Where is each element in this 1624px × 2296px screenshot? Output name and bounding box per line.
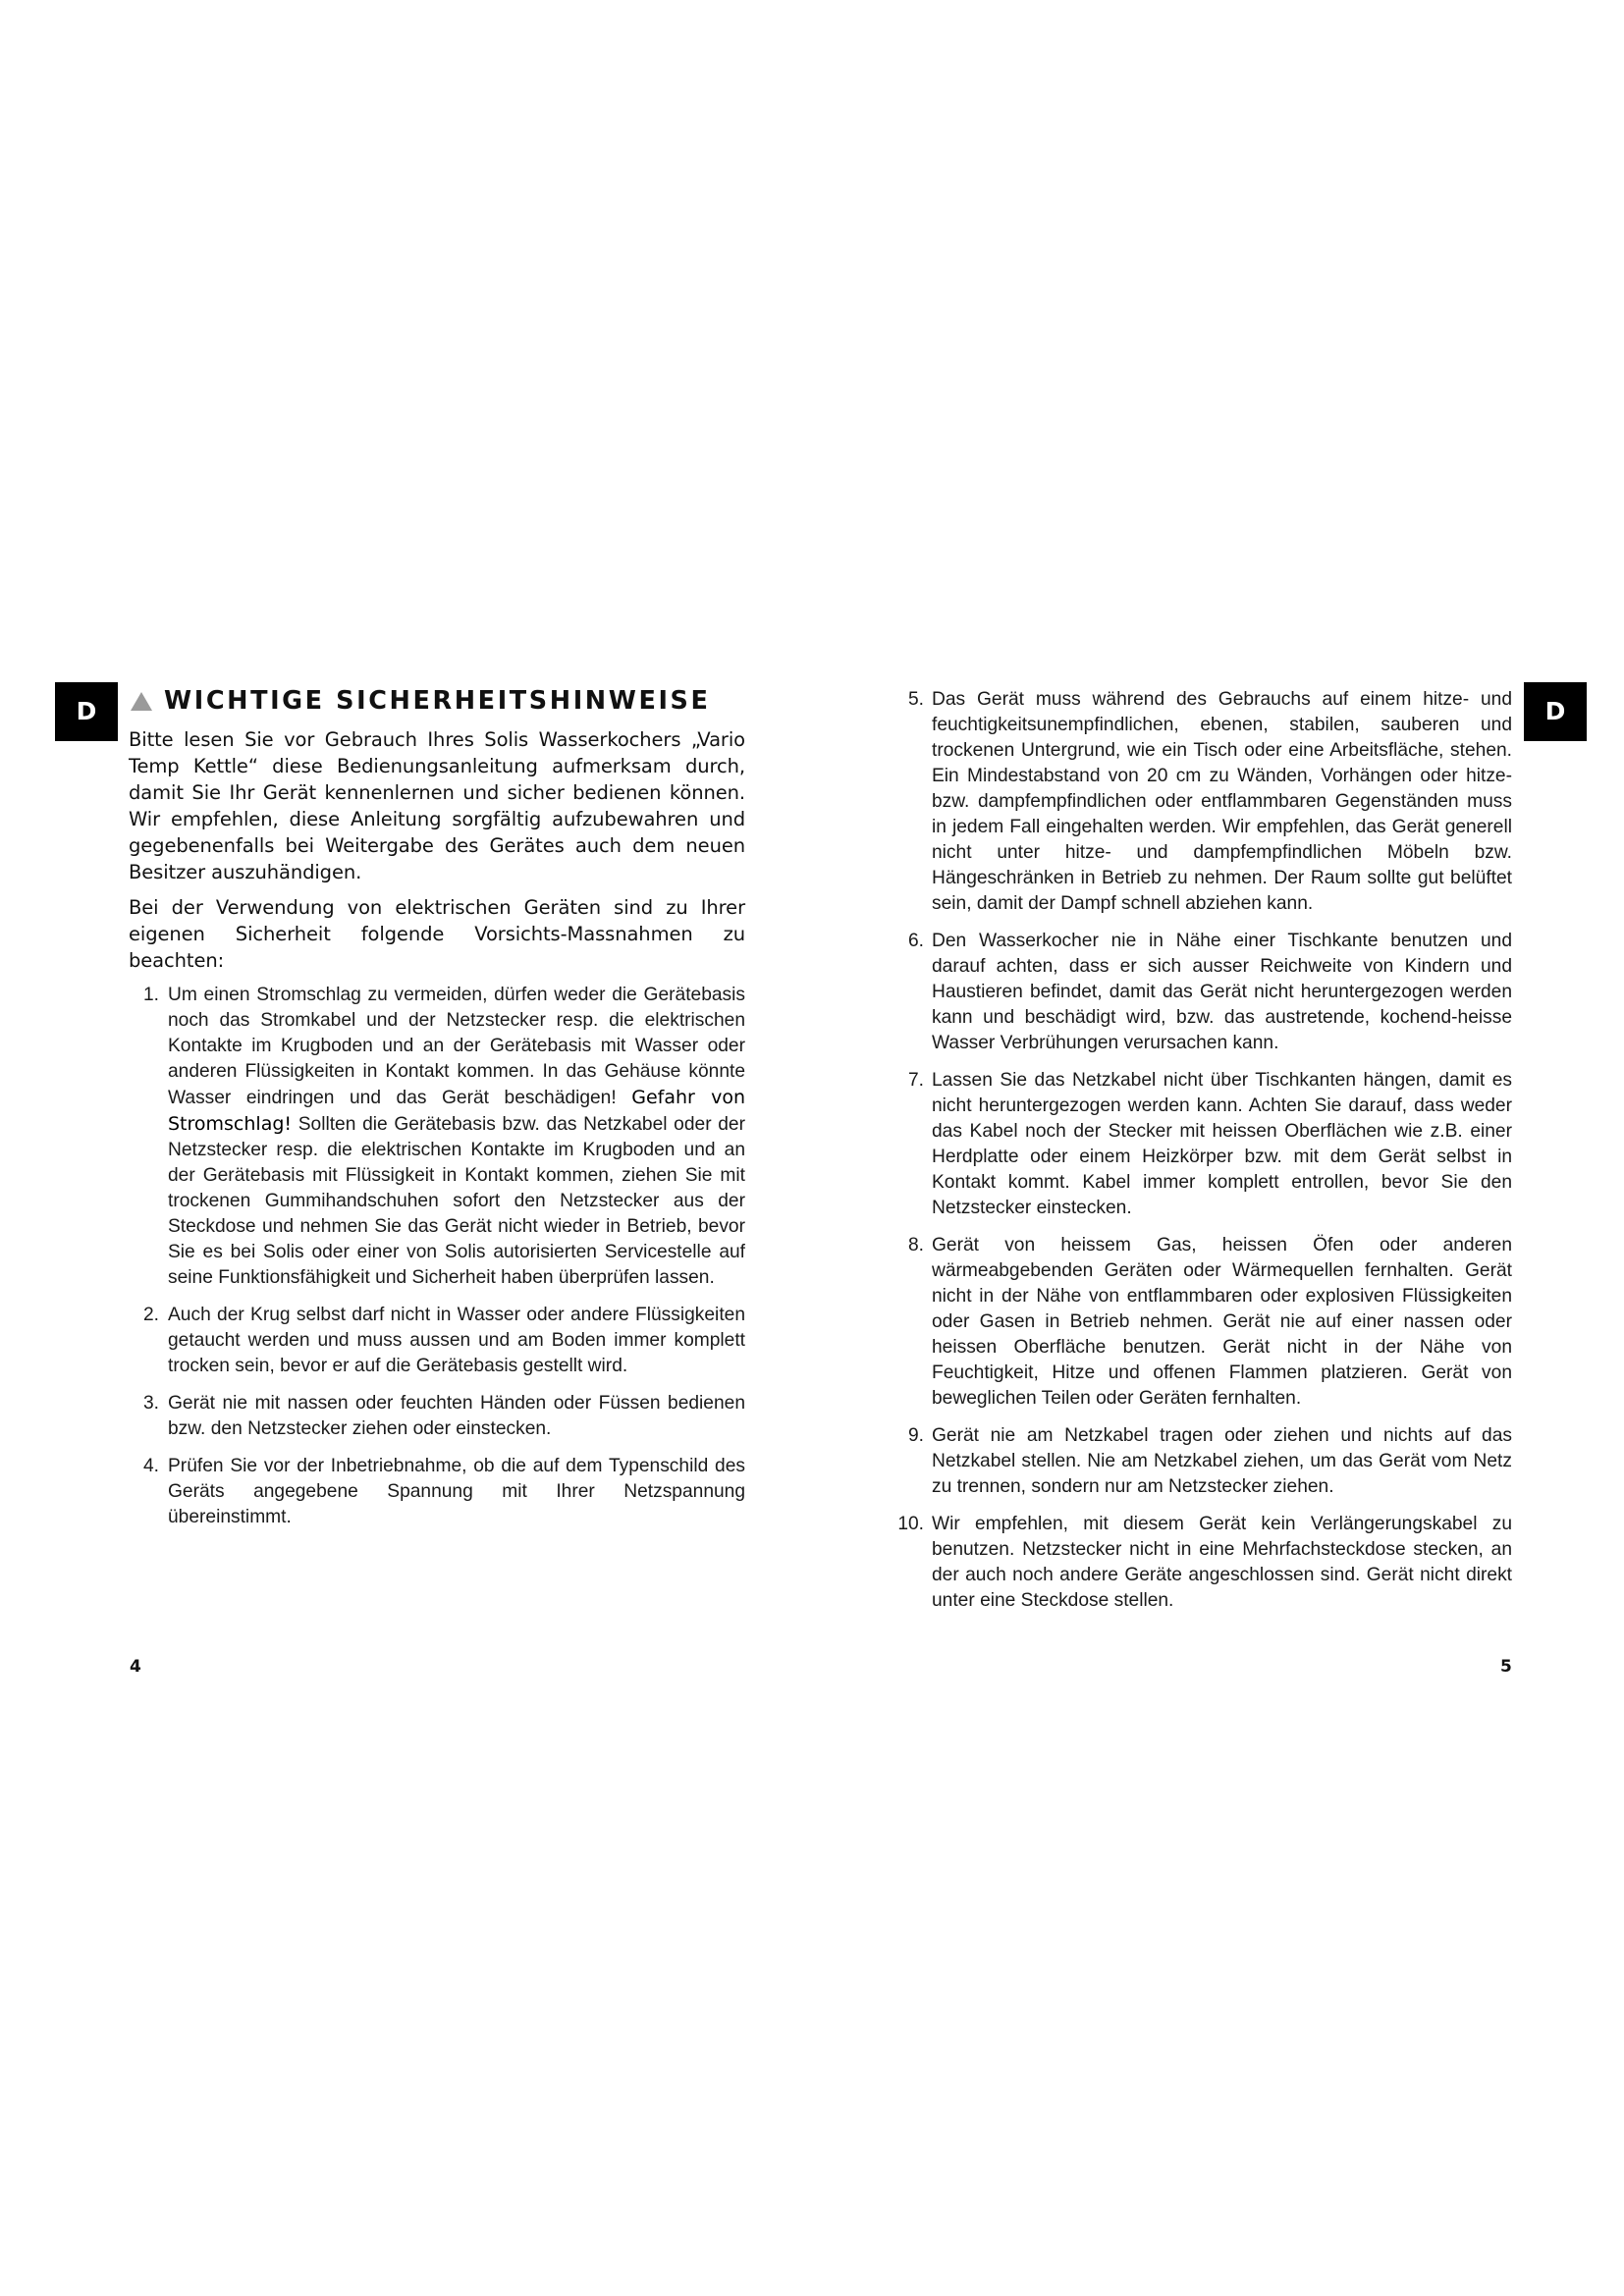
danger-emphasis: Gefahr von Stromschlag! xyxy=(168,1087,745,1135)
list-item-text: Gerät von heissem Gas, heissen Öfen oder anderen wärmeabgebenden Geräten oder Wärmequellen fernhalten. Gerät nicht in der Nähe von entflammbaren oder explosiven Flüssigkeiten oder Gasen in Betrieb nehmen. Gerät nie auf einer nassen oder heissen Oberfläche benutzen. Gerät nicht in der Nähe von Feuchtigkeit, Hitze und offenen Flammen platzieren. Gerät von beweglichen Teilen oder Geräten fernhalten. xyxy=(932,1235,1512,1409)
list-item-number: 4. xyxy=(142,1456,159,1476)
section-heading xyxy=(129,684,745,718)
list-item xyxy=(895,929,1512,1056)
page-number-left: 4 xyxy=(130,1657,141,1677)
list-item-text: Auch der Krug selbst darf nicht in Wasser oder andere Flüssigkeiten getaucht werden und muss aussen und am Boden immer komplett trocken sein, bevor er auf die Gerätebasis gestellt wird. xyxy=(168,1305,745,1376)
list-item xyxy=(129,1391,745,1442)
section-heading-text: WICHTIGE SICHERHEITSHINWEISE xyxy=(164,686,711,716)
list-item-text: Prüfen Sie vor der Inbetriebnahme, ob die auf dem Typenschild des Geräts angegebene Spannung mit Ihrer Netzspannung übereinstimmt. xyxy=(168,1456,745,1527)
warning-triangle-icon xyxy=(131,692,152,711)
list-item-number: 10. xyxy=(897,1514,924,1534)
list-item-number: 8. xyxy=(907,1235,924,1255)
list-item-number: 7. xyxy=(907,1070,924,1091)
list-item-number: 5. xyxy=(907,689,924,710)
right-page xyxy=(895,687,1512,1626)
list-item-number: 3. xyxy=(142,1393,159,1414)
list-item-text: Das Gerät muss während des Gebrauchs auf einem hitze- und feuchtigkeitsunempfindlichen, ebenen, stabilen, sauberen und trockenen Untergrund, wie ein Tisch oder eine Arbeitsfläche, stehen. Ein Mindestabstand von 20 cm zu Wänden, Vorhängen oder hitze- bzw. dampfempfindlichen oder entflammbaren Gegenständen muss in jedem Fall eingehalten werden. Wir empfehlen, das Gerät generell nicht unter hitze- und dampfempfindlichen Möbeln bzw. Hängeschränken in Betrieb zu nehmen. Der Raum sollte gut belüftet sein, damit der Dampf schnell abziehen kann. xyxy=(932,689,1512,914)
intro-paragraph-1: Bitte lesen Sie vor Gebrauch Ihres Solis Wasserkochers „Vario Temp Kettle“ diese Bedienungsanleitung aufmerksam durch, damit Sie Ihr Gerät kennenlernen und sicher bedienen können. Wir empfehlen, diese Anleitung sorgfältig aufzubewahren und gegebenenfalls bei Weitergabe des Gerätes auch dem neuen Besitzer auszuhändigen. xyxy=(129,728,745,883)
list-item-text: Gerät nie mit nassen oder feuchten Händen oder Füssen bedienen bzw. den Netzstecker ziehen oder einstecken. xyxy=(168,1393,745,1439)
list-item-text-before: Um einen Stromschlag zu vermeiden, dürfen weder die Gerätebasis noch das Stromkabel und der Netzstecker resp. die elektrischen Kontakte im Krugboden und an der Gerätebasis mit Wasser oder anderen Flüssigkeiten in Kontakt kommen. In das Gehäuse könnte Wasser eindringen und das Gerät beschädigen! xyxy=(168,985,745,1108)
list-item-number: 2. xyxy=(142,1305,159,1325)
language-tab-right: D xyxy=(1524,682,1587,741)
list-item xyxy=(895,687,1512,917)
language-tab-left: D xyxy=(55,682,118,741)
list-item-text: Wir empfehlen, mit diesem Gerät kein Verlängerungskabel zu benutzen. Netzstecker nicht in eine Mehrfachsteckdose stecken, an der auch noch andere Geräte angeschlossen sind. Gerät nicht direkt unter eine Steckdose stellen. xyxy=(932,1514,1512,1611)
safety-list-right xyxy=(895,687,1512,1614)
list-item xyxy=(129,1303,745,1379)
left-page xyxy=(129,684,745,1542)
list-item-number: 9. xyxy=(907,1425,924,1446)
safety-list-left xyxy=(129,983,745,1530)
list-item-number: 1. xyxy=(142,985,159,1005)
page-number-right: 5 xyxy=(1500,1657,1512,1677)
list-item xyxy=(129,983,745,1291)
list-item-text: Gerät nie am Netzkabel tragen oder ziehen und nichts auf das Netzkabel stellen. Nie am Netzkabel ziehen, um das Gerät vom Netz zu trennen, sondern nur am Netzstecker ziehen. xyxy=(932,1425,1512,1497)
intro-paragraph-2: Bei der Verwendung von elektrischen Geräten sind zu Ihrer eigenen Sicherheit folgende Vorsichts-Massnahmen zu beachten: xyxy=(129,896,745,972)
list-item xyxy=(895,1423,1512,1500)
list-item xyxy=(129,1454,745,1530)
list-item-text: Lassen Sie das Netzkabel nicht über Tischkanten hängen, damit es nicht heruntergezogen werden kann. Achten Sie darauf, dass weder das Kabel noch der Stecker mit heissen Oberflächen wie z.B. einer Herdplatte oder einem Heizkörper bzw. mit dem Gerät selbst in Kontakt kommt. Kabel immer komplett entrollen, bevor Sie den Netzstecker einstecken. xyxy=(932,1070,1512,1218)
list-item xyxy=(895,1512,1512,1614)
list-item-text-after: Sollten die Gerätebasis bzw. das Netzkabel oder der Netzstecker resp. die elektrischen Kontakte im Krugboden und an der Gerätebasis mit Flüssigkeit in Kontakt kommen, ziehen Sie mit trockenen Gummihandschuhen sofort den Netzstecker aus der Steckdose und nehmen Sie das Gerät nicht wieder in Betrieb, bevor Sie es bei Solis oder einer von Solis autorisierten Servicestelle auf seine Funktionsfähigkeit und Sicherheit haben überprüfen lassen. xyxy=(168,1114,745,1288)
list-item xyxy=(895,1233,1512,1412)
list-item-number: 6. xyxy=(907,931,924,951)
list-item-text xyxy=(168,983,745,1291)
list-item-text: Den Wasserkocher nie in Nähe einer Tischkante benutzen und darauf achten, dass er sich ausser Reichweite von Kindern und Haustieren befindet, damit das Gerät nicht heruntergezogen werden kann und beschädigt wird, bzw. das austretende, kochend-heisse Wasser Verbrühungen verursachen kann. xyxy=(932,931,1512,1053)
list-item xyxy=(895,1068,1512,1221)
